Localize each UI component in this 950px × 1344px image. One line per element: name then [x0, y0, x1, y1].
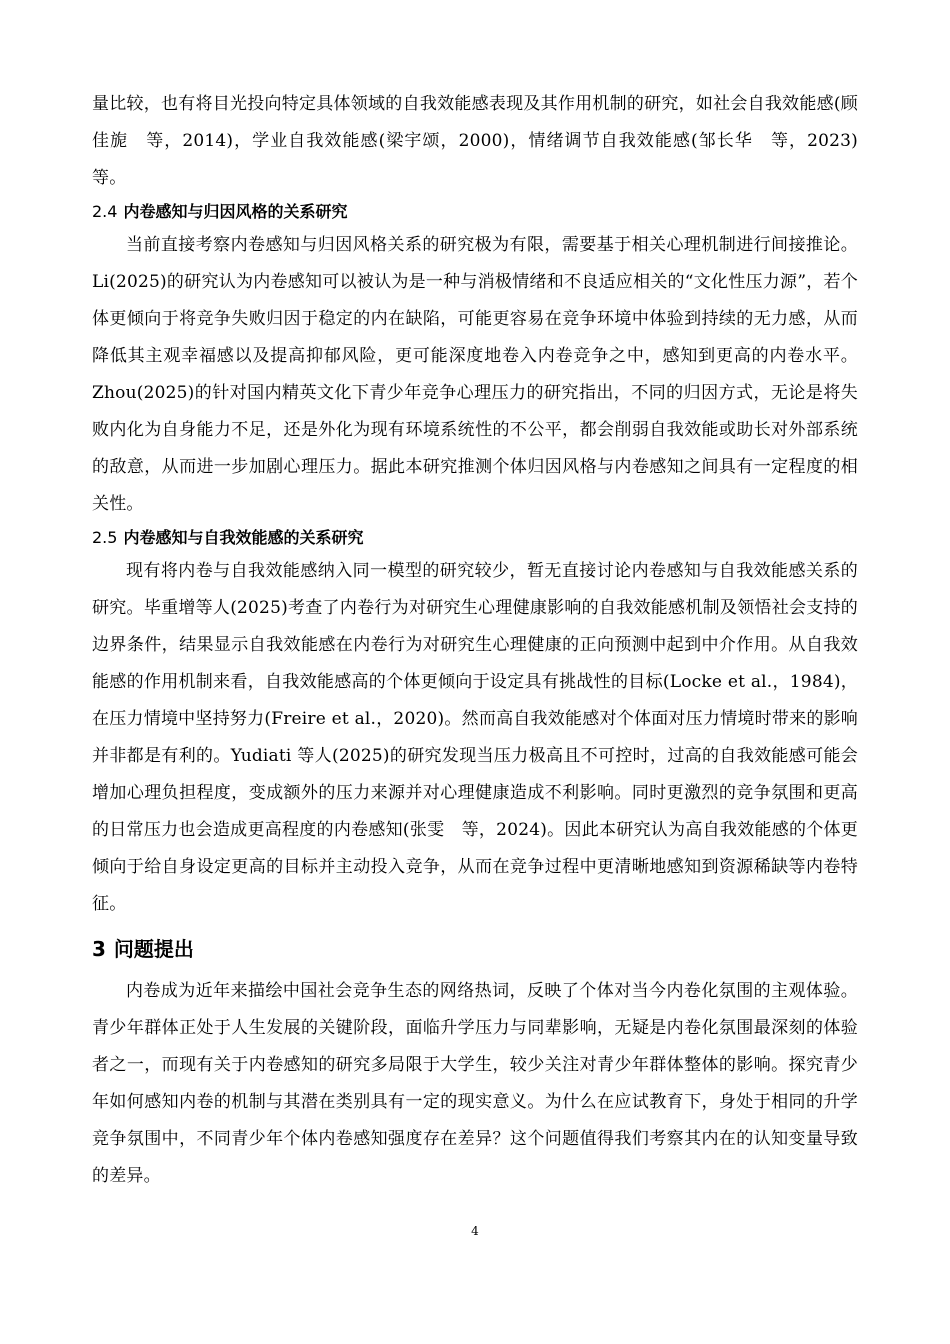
section-number: 2.4	[92, 202, 118, 221]
section-heading-2-4	[92, 197, 858, 227]
paragraph-2-5: 现有将内卷与自我效能感纳入同一模型的研究较少，暂无直接讨论内卷感知与自我效能感关系的研究。毕重增等人(2025)考查了内卷行为对研究生心理健康影响的自我效能感机制及领悟社会支持的边界条件，结果显示自我效能感在内卷行为对研究生心理健康的正向预测中起到中介作用。从自我效能感的作用机制来看，自我效能感高的个体更倾向于设定具有挑战性的目标(Locke et al.，1984)，在压力情境中坚持努力(Freire et al.，2020)。然而高自我效能感对个体面对压力情境时带来的影响并非都是有利的。Yudiati 等人(2025)的研究发现当压力极高且不可控时，过高的自我效能感可能会增加心理负担程度，变成额外的压力来源并对心理健康造成不利影响。同时更激烈的竞争氛围和更高的日常压力也会造成更高程度的内卷感知(张雯 等，2024)。因此本研究认为高自我效能感的个体更倾向于给自身设定更高的目标并主动投入竞争，从而在竞争过程中更清晰地感知到资源稀缺等内卷特征。	[92, 561, 858, 914]
document-body	[92, 86, 858, 1195]
section-title: 问题提出	[113, 937, 194, 961]
section-title: 内卷感知与归因风格的关系研究	[123, 202, 348, 221]
section-title: 内卷感知与自我效能感的关系研究	[123, 528, 364, 547]
paragraph-3: 内卷成为近年来描绘中国社会竞争生态的网络热词，反映了个体对当今内卷化氛围的主观体验。青少年群体正处于人生发展的关键阶段，面临升学压力与同辈影响，无疑是内卷化氛围最深刻的体验者之一，而现有关于内卷感知的研究多局限于大学生，较少关注对青少年群体整体的影响。探究青少年如何感知内卷的机制与其潜在类别具有一定的现实意义。为什么在应试教育下，身处于相同的升学竞争氛围中，不同青少年个体内卷感知强度存在差异？这个问题值得我们考察其内在的认知变量导致的差异。	[92, 981, 858, 1186]
paragraph-2-4: 当前直接考察内卷感知与归因风格关系的研究极为有限，需要基于相关心理机制进行间接推论。Li(2025)的研究认为内卷感知可以被认为是一种与消极情绪和不良适应相关的“文化性压力源”，若个体更倾向于将竞争失败归因于稳定的内在缺陷，可能更容易在竞争环境中体验到持续的无力感，从而降低其主观幸福感以及提高抑郁风险，更可能深度地卷入内卷竞争之中，感知到更高的内卷水平。Zhou(2025)的针对国内精英文化下青少年竞争心理压力的研究指出，不同的归因方式，无论是将失败内化为自身能力不足，还是外化为现有环境系统性的不公平，都会削弱自我效能或助长对外部系统的敌意，从而进一步加剧心理压力。据此本研究推测个体归因风格与内卷感知之间具有一定程度的相关性。	[92, 235, 858, 514]
section-heading-2-5	[92, 523, 858, 553]
paragraph-intro: 量比较，也有将目光投向特定具体领域的自我效能感表现及其作用机制的研究，如社会自我效能感(顾佳旎 等，2014)，学业自我效能感(梁宇颂，2000)，情绪调节自我效能感(邹长华 等，2023)等。	[92, 94, 858, 188]
page-number: 4	[471, 1224, 479, 1238]
section-heading-3	[92, 929, 858, 969]
section-number: 3	[92, 937, 106, 961]
section-number: 2.5	[92, 528, 118, 547]
